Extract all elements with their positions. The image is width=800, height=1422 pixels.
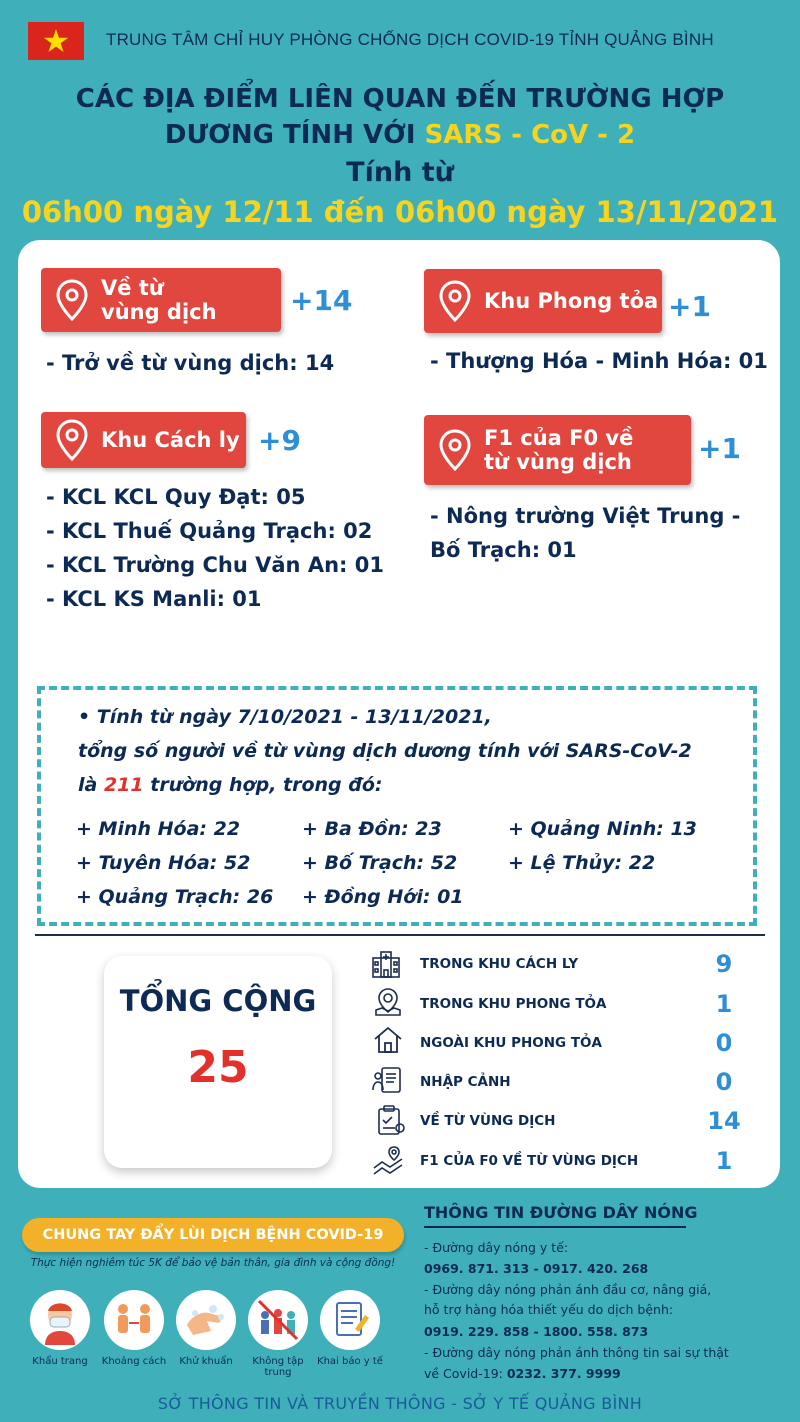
headline-line1: CÁC ĐỊA ĐIỂM LIÊN QUAN ĐẾN TRƯỜNG HỢP (75, 84, 725, 114)
vietnam-flag-icon (28, 22, 84, 60)
campaign-item-label: Khoảng cách (101, 1356, 167, 1367)
stat-value: 1 (715, 990, 733, 1018)
tag-khu-phong-toa (424, 269, 662, 333)
district-item: + Bố Trạch: 52 (302, 852, 458, 874)
clipboard-icon (374, 1104, 406, 1136)
stat-label: NGOÀI KHU PHONG TỎA (420, 1035, 602, 1051)
tag-label-line1: Về từ (101, 275, 164, 300)
list-item: - KCL Trường Chu Văn An: 01 (46, 553, 384, 577)
headline-line2: DƯƠNG TÍNH VỚI SARS - CoV - 2 (164, 120, 636, 150)
list-item: - Trở về từ vùng dịch: 14 (46, 351, 335, 375)
total-box (104, 956, 332, 1168)
location-pin-icon (55, 419, 89, 461)
health-declaration-icon (320, 1290, 380, 1350)
district-item: + Tuyên Hóa: 52 (76, 852, 251, 874)
summary-line3: là 211 trường hợp, trong đó: (78, 774, 383, 796)
district-item: + Đồng Hới: 01 (302, 886, 464, 908)
stat-value: 14 (707, 1107, 741, 1135)
list-item: - KCL KCL Quy Đạt: 05 (46, 485, 306, 509)
map-route-icon (372, 1144, 404, 1176)
district-item: + Quảng Ninh: 13 (508, 818, 697, 840)
tag-label: Khu Phong tỏa (484, 288, 659, 313)
count-khu-phong-toa: +1 (668, 290, 711, 323)
count-f1-cua-f0: +1 (698, 432, 741, 465)
tag-f1-cua-f0 (424, 415, 691, 485)
count-ve-tu-vung-dich: +14 (290, 284, 353, 317)
stat-value: 1 (715, 1147, 733, 1175)
district-item: + Lệ Thủy: 22 (508, 852, 656, 874)
campaign-item-label: Khai báo y tế (317, 1356, 383, 1367)
stat-value: 0 (715, 1029, 733, 1057)
campaign-slogan: Thực hiện nghiêm túc 5K để bảo vệ bản thân, gia đình và cộng đồng! (30, 1257, 396, 1269)
sars-highlight: SARS - CoV - 2 (424, 120, 636, 150)
campaign-banner: CHUNG TAY ĐẨY LÙI DỊCH BỆNH COVID-19 (22, 1218, 404, 1252)
list-item: - Nông trường Việt Trung - (430, 504, 741, 528)
hotline-line: - Đường dây nóng phản ánh đầu cơ, nâng giá, (424, 1282, 712, 1297)
list-item: - Thượng Hóa - Minh Hóa: 01 (430, 349, 768, 373)
stat-label: NHẬP CẢNH (420, 1074, 511, 1090)
hotline-number: 0232. 377. 9999 (506, 1366, 621, 1381)
stat-label: VỀ TỪ VÙNG DỊCH (420, 1113, 556, 1129)
hotline-line: - Đường dây nóng phản ánh thông tin sai sự thật (424, 1345, 729, 1360)
headline-line3: Tính từ (346, 157, 454, 188)
footer: SỞ THÔNG TIN VÀ TRUYỀN THÔNG - SỞ Y TẾ QUẢNG BÌNH (157, 1394, 643, 1413)
tag-ve-tu-vung-dich (41, 268, 281, 332)
stat-value: 9 (715, 950, 733, 978)
summary-line2: tổng số người về từ vùng dịch dương tính với SARS-CoV-2 (78, 740, 692, 762)
count-khu-cach-ly: +9 (258, 424, 301, 457)
tag-label-line2: từ vùng dịch (484, 450, 632, 474)
tag-label: Khu Cách ly (101, 427, 240, 452)
summary-line1: • Tính từ ngày 7/10/2021 - 13/11/2021, (78, 706, 492, 728)
stat-label: TRONG KHU PHONG TỎA (420, 996, 607, 1012)
campaign-item-label: Khử khuẩn (179, 1356, 233, 1367)
stat-label: TRONG KHU CÁCH LY (420, 956, 579, 972)
hotline-number: 0969. 871. 313 - 0917. 420. 268 (424, 1261, 649, 1276)
house-icon (372, 1024, 404, 1056)
tag-label-line1: F1 của F0 về (484, 425, 634, 450)
total-title: TỔNG CỘNG (119, 984, 317, 1018)
passport-icon (372, 1064, 404, 1096)
no-gathering-icon (248, 1290, 308, 1350)
hotline-line: - Đường dây nóng y tế: (424, 1240, 569, 1255)
divider (35, 934, 765, 936)
hotline-title: THÔNG TIN ĐƯỜNG DÂY NÓNG (424, 1203, 698, 1222)
total-value: 25 (187, 1042, 249, 1093)
hotline-line: về Covid-19: 0232. 377. 9999 (424, 1366, 621, 1381)
tag-khu-cach-ly (41, 412, 246, 468)
hotline-number: 0919. 229. 858 - 1800. 558. 873 (424, 1324, 649, 1339)
hospital-icon (370, 948, 402, 980)
hand-wash-icon (176, 1290, 236, 1350)
distance-icon (104, 1290, 164, 1350)
location-pin-icon (438, 280, 472, 322)
campaign-item-label: Khẩu trang (32, 1356, 88, 1367)
district-item: + Minh Hóa: 22 (76, 818, 241, 840)
list-item: Bố Trạch: 01 (430, 538, 577, 562)
location-pin-icon (438, 429, 472, 471)
hotline-underline (424, 1226, 686, 1228)
district-item: + Quảng Trạch: 26 (76, 886, 274, 908)
location-pin-icon (55, 279, 89, 321)
summary-total-number: 211 (103, 774, 144, 796)
campaign-item-label: Không tập trung (252, 1356, 304, 1378)
list-item: - KCL KS Manli: 01 (46, 587, 262, 611)
tag-label-line2: vùng dịch (101, 300, 217, 324)
district-item: + Ba Đồn: 23 (302, 818, 442, 840)
org-title: TRUNG TÂM CHỈ HUY PHÒNG CHỐNG DỊCH COVID-19 TỈNH QUẢNG BÌNH (106, 30, 714, 49)
list-item: - KCL Thuế Quảng Trạch: 02 (46, 519, 373, 543)
date-range: 06h00 ngày 12/11 đến 06h00 ngày 13/11/2021 (21, 195, 779, 229)
face-mask-icon (30, 1290, 90, 1350)
stat-value: 0 (715, 1068, 733, 1096)
map-pin-icon (372, 986, 404, 1018)
stat-label: F1 CỦA F0 VỀ TỪ VÙNG DỊCH (420, 1153, 639, 1169)
hotline-line: hỗ trợ hàng hóa thiết yếu do dịch bệnh: (424, 1302, 674, 1317)
